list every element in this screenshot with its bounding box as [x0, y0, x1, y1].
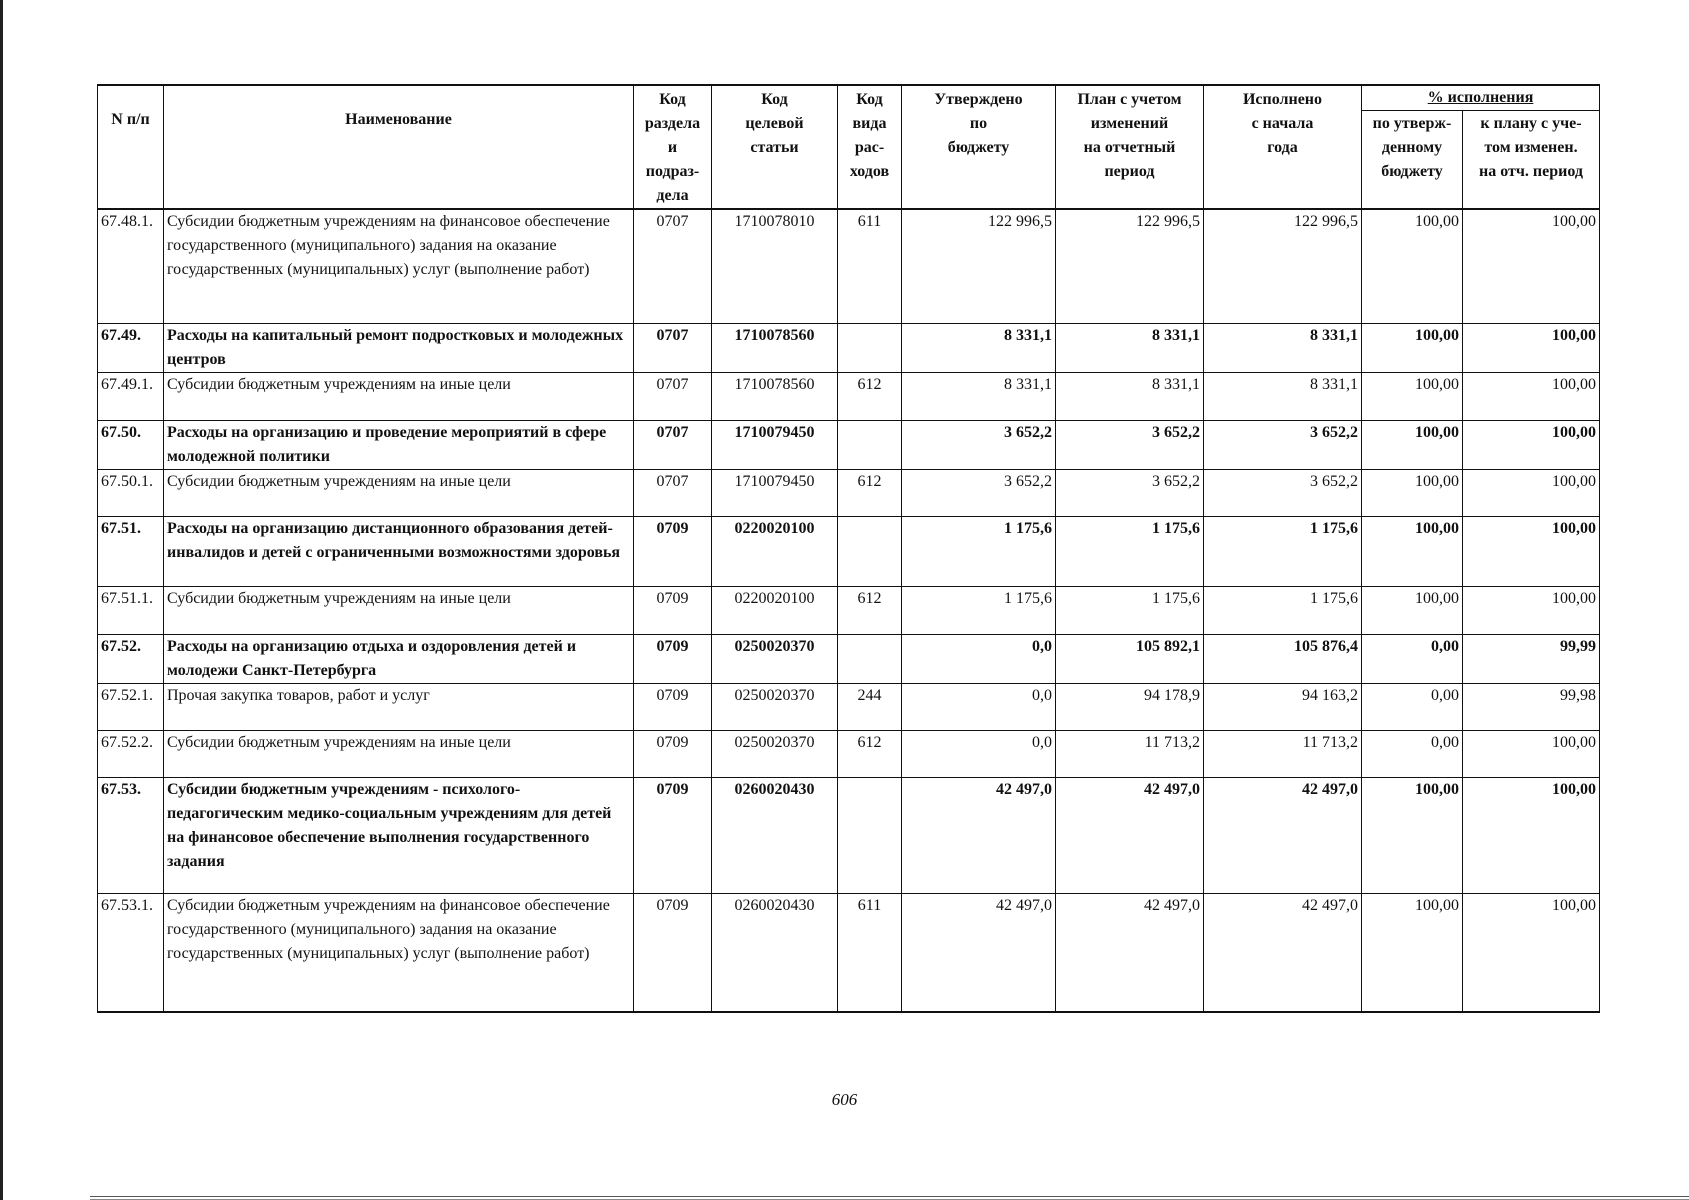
row-pct-approved: 100,00 — [1362, 323, 1463, 372]
row-approved: 42 497,0 — [902, 777, 1056, 893]
row-name: Расходы на организацию и проведение мероприятий в сфере молодежной политики — [164, 420, 634, 469]
row-executed: 42 497,0 — [1204, 893, 1362, 1012]
row-target-code: 0220020100 — [712, 586, 838, 634]
header-approved: Утверждено по бюджету — [902, 85, 1056, 209]
row-pct-plan: 100,00 — [1463, 323, 1600, 372]
header-executed: Исполнено с начала года — [1204, 85, 1362, 209]
header-pct-group: % исполнения — [1362, 85, 1600, 111]
row-section-code: 0709 — [634, 777, 712, 893]
row-expense-code — [838, 634, 902, 683]
row-expense-code: 612 — [838, 730, 902, 777]
row-executed: 1 175,6 — [1204, 586, 1362, 634]
row-executed: 122 996,5 — [1204, 209, 1362, 323]
row-plan: 1 175,6 — [1056, 586, 1204, 634]
row-approved: 0,0 — [902, 634, 1056, 683]
row-name: Расходы на капитальный ремонт подростковых и молодежных центров — [164, 323, 634, 372]
row-approved: 42 497,0 — [902, 893, 1056, 1012]
row-name: Субсидии бюджетным учреждениям на иные цели — [164, 469, 634, 516]
page-number: 606 — [831, 1090, 858, 1109]
row-pct-plan: 100,00 — [1463, 893, 1600, 1012]
row-plan: 105 892,1 — [1056, 634, 1204, 683]
row-name: Прочая закупка товаров, работ и услуг — [164, 683, 634, 730]
row-expense-code: 612 — [838, 469, 902, 516]
row-expense-code: 611 — [838, 893, 902, 1012]
row-pct-approved: 100,00 — [1362, 420, 1463, 469]
header-target-code: Код целевой статьи — [712, 85, 838, 209]
row-number: 67.50.1. — [98, 469, 164, 516]
row-approved: 3 652,2 — [902, 469, 1056, 516]
row-expense-code — [838, 420, 902, 469]
row-number: 67.50. — [98, 420, 164, 469]
row-pct-approved: 100,00 — [1362, 893, 1463, 1012]
row-target-code: 0220020100 — [712, 516, 838, 586]
header-pct-approved: по утверж- денному бюджету — [1362, 111, 1463, 210]
row-section-code: 0707 — [634, 469, 712, 516]
row-executed: 105 876,4 — [1204, 634, 1362, 683]
row-approved: 8 331,1 — [902, 372, 1056, 420]
row-plan: 8 331,1 — [1056, 323, 1204, 372]
row-target-code: 0260020430 — [712, 893, 838, 1012]
row-section-code: 0709 — [634, 634, 712, 683]
header-plan: План с учетом изменений на отчетный период — [1056, 85, 1204, 209]
table-row — [98, 586, 1600, 634]
table-row — [98, 634, 1600, 683]
table-row — [98, 683, 1600, 730]
row-plan: 94 178,9 — [1056, 683, 1204, 730]
row-target-code: 1710078010 — [712, 209, 838, 323]
row-target-code: 1710079450 — [712, 469, 838, 516]
row-pct-approved: 100,00 — [1362, 516, 1463, 586]
table-row — [98, 730, 1600, 777]
header-pct-plan: к плану с уче- том изменен. на отч. период — [1463, 111, 1600, 210]
row-section-code: 0709 — [634, 586, 712, 634]
row-approved: 122 996,5 — [902, 209, 1056, 323]
row-approved: 8 331,1 — [902, 323, 1056, 372]
row-name: Субсидии бюджетным учреждениям на финансовое обеспечение государственного (муниципального) задания на оказание государственных (муниципальных) услуг (выполнение работ) — [164, 209, 634, 323]
scan-edge — [0, 0, 3, 1200]
row-executed: 3 652,2 — [1204, 420, 1362, 469]
table-row — [98, 777, 1600, 893]
row-expense-code: 612 — [838, 586, 902, 634]
row-pct-plan: 100,00 — [1463, 730, 1600, 777]
table-row — [98, 469, 1600, 516]
row-pct-plan: 99,99 — [1463, 634, 1600, 683]
row-section-code: 0707 — [634, 372, 712, 420]
row-name: Расходы на организацию отдыха и оздоровления детей и молодежи Санкт-Петербурга — [164, 634, 634, 683]
row-number: 67.49. — [98, 323, 164, 372]
row-plan: 11 713,2 — [1056, 730, 1204, 777]
row-number: 67.51. — [98, 516, 164, 586]
row-executed: 11 713,2 — [1204, 730, 1362, 777]
budget-execution-table — [97, 84, 1600, 1013]
row-approved: 1 175,6 — [902, 516, 1056, 586]
table-row — [98, 372, 1600, 420]
row-plan: 3 652,2 — [1056, 469, 1204, 516]
row-section-code: 0709 — [634, 683, 712, 730]
row-executed: 94 163,2 — [1204, 683, 1362, 730]
row-pct-plan: 100,00 — [1463, 209, 1600, 323]
row-name: Расходы на организацию дистанционного образования детей-инвалидов и детей с ограниченными возможностями здоровья — [164, 516, 634, 586]
table-row — [98, 209, 1600, 323]
table-row — [98, 516, 1600, 586]
row-pct-plan: 100,00 — [1463, 516, 1600, 586]
table-header — [98, 85, 1600, 209]
row-pct-plan: 100,00 — [1463, 372, 1600, 420]
row-plan: 1 175,6 — [1056, 516, 1204, 586]
row-number: 67.52.2. — [98, 730, 164, 777]
row-name: Субсидии бюджетным учреждениям - психолого-педагогическим медико-социальным учреждениям для детей на финансовое обеспечение выполнения государственного задания — [164, 777, 634, 893]
row-section-code: 0707 — [634, 323, 712, 372]
row-section-code: 0709 — [634, 893, 712, 1012]
row-expense-code — [838, 516, 902, 586]
table-row — [98, 420, 1600, 469]
row-pct-approved: 100,00 — [1362, 777, 1463, 893]
row-pct-approved: 0,00 — [1362, 683, 1463, 730]
row-number: 67.49.1. — [98, 372, 164, 420]
row-pct-approved: 0,00 — [1362, 634, 1463, 683]
row-approved: 0,0 — [902, 730, 1056, 777]
row-name: Субсидии бюджетным учреждениям на иные цели — [164, 730, 634, 777]
row-executed: 8 331,1 — [1204, 372, 1362, 420]
row-approved: 1 175,6 — [902, 586, 1056, 634]
row-number: 67.51.1. — [98, 586, 164, 634]
table-body — [98, 209, 1600, 1012]
row-pct-approved: 100,00 — [1362, 372, 1463, 420]
row-name: Субсидии бюджетным учреждениям на иные цели — [164, 372, 634, 420]
row-pct-approved: 100,00 — [1362, 586, 1463, 634]
row-expense-code — [838, 777, 902, 893]
row-plan: 3 652,2 — [1056, 420, 1204, 469]
row-target-code: 1710079450 — [712, 420, 838, 469]
row-executed: 8 331,1 — [1204, 323, 1362, 372]
row-executed: 3 652,2 — [1204, 469, 1362, 516]
bottom-rule — [90, 1196, 1689, 1197]
row-section-code: 0707 — [634, 420, 712, 469]
row-number: 67.48.1. — [98, 209, 164, 323]
row-target-code: 0250020370 — [712, 683, 838, 730]
row-number: 67.53. — [98, 777, 164, 893]
row-name: Субсидии бюджетным учреждениям на финансовое обеспечение государственного (муниципального) задания на оказание государственных (муниципальных) услуг (выполнение работ) — [164, 893, 634, 1012]
row-pct-approved: 0,00 — [1362, 730, 1463, 777]
row-pct-plan: 99,98 — [1463, 683, 1600, 730]
row-number: 67.52.1. — [98, 683, 164, 730]
row-approved: 0,0 — [902, 683, 1056, 730]
row-plan: 122 996,5 — [1056, 209, 1204, 323]
row-section-code: 0709 — [634, 730, 712, 777]
row-executed: 1 175,6 — [1204, 516, 1362, 586]
table-row — [98, 893, 1600, 1012]
row-name: Субсидии бюджетным учреждениям на иные цели — [164, 586, 634, 634]
row-executed: 42 497,0 — [1204, 777, 1362, 893]
row-plan: 8 331,1 — [1056, 372, 1204, 420]
row-pct-plan: 100,00 — [1463, 469, 1600, 516]
row-plan: 42 497,0 — [1056, 777, 1204, 893]
row-expense-code — [838, 323, 902, 372]
row-plan: 42 497,0 — [1056, 893, 1204, 1012]
row-target-code: 1710078560 — [712, 372, 838, 420]
row-section-code: 0709 — [634, 516, 712, 586]
row-expense-code: 244 — [838, 683, 902, 730]
table-row — [98, 323, 1600, 372]
row-pct-approved: 100,00 — [1362, 469, 1463, 516]
header-section-code: Код раздела и подраз- дела — [634, 85, 712, 209]
header-name: Наименование — [164, 85, 634, 209]
row-target-code: 0250020370 — [712, 730, 838, 777]
row-target-code: 0250020370 — [712, 634, 838, 683]
row-pct-plan: 100,00 — [1463, 777, 1600, 893]
row-expense-code: 612 — [838, 372, 902, 420]
row-target-code: 0260020430 — [712, 777, 838, 893]
row-pct-plan: 100,00 — [1463, 420, 1600, 469]
row-pct-approved: 100,00 — [1362, 209, 1463, 323]
row-approved: 3 652,2 — [902, 420, 1056, 469]
row-number: 67.53.1. — [98, 893, 164, 1012]
row-target-code: 1710078560 — [712, 323, 838, 372]
row-pct-plan: 100,00 — [1463, 586, 1600, 634]
row-number: 67.52. — [98, 634, 164, 683]
header-num: N п/п — [98, 85, 164, 209]
row-section-code: 0707 — [634, 209, 712, 323]
row-expense-code: 611 — [838, 209, 902, 323]
header-expense-code: Код вида рас- ходов — [838, 85, 902, 209]
